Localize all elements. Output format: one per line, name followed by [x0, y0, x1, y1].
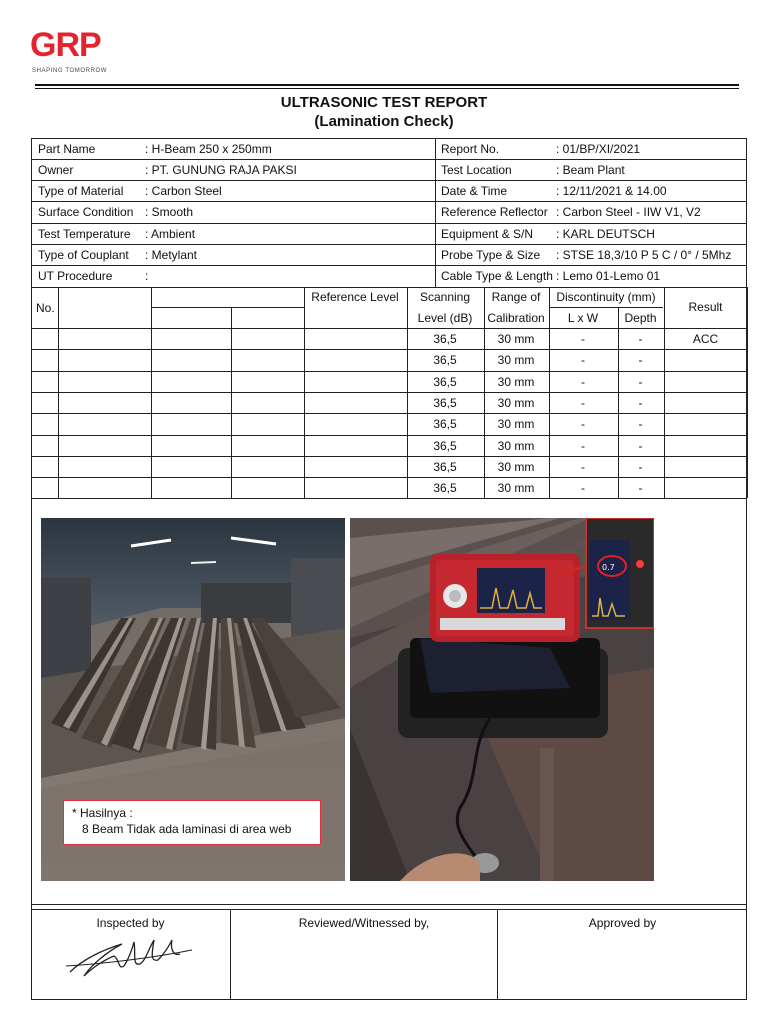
device-reading-zoom: 0.7 — [602, 563, 615, 572]
lxw-cell: - — [581, 375, 585, 389]
table-col-rule — [304, 287, 305, 498]
depth-cell: - — [638, 332, 643, 346]
col-header-scanning: Scanning — [419, 290, 471, 304]
table-row-rule — [31, 456, 747, 457]
info-label: Report No. — [441, 142, 500, 156]
inspector-signature — [62, 920, 202, 982]
table-col-rule — [747, 287, 748, 498]
result-cell: ACC — [692, 332, 719, 346]
header-mid-rule — [151, 307, 304, 308]
info-label: Equipment & S/N — [441, 227, 534, 241]
info-label: Type of Couplant — [38, 248, 129, 262]
depth-cell: - — [638, 375, 643, 389]
table-row-rule — [31, 328, 747, 329]
col-header-lxw: L x W — [567, 311, 599, 325]
info-row-rule — [31, 180, 747, 181]
col-header-depth: Depth — [624, 311, 657, 325]
info-label: Cable Type & Length — [441, 269, 553, 283]
info-label: Date & Time — [441, 184, 508, 198]
depth-cell: - — [638, 417, 643, 431]
col-header-reference-level: Reference Level — [311, 290, 399, 304]
info-value: : STSE 18,3/10 P 5 C / 0° / 5Mhz — [556, 248, 732, 262]
signature-top-rule — [31, 904, 747, 905]
lxw-cell: - — [581, 332, 585, 346]
depth-cell: - — [638, 396, 643, 410]
report-subtitle: (Lamination Check) — [314, 113, 454, 130]
info-label: Owner — [38, 163, 74, 177]
col-header-result: Result — [688, 300, 723, 314]
info-label: Surface Condition — [38, 205, 134, 219]
info-row-rule — [31, 287, 747, 288]
info-label: UT Procedure — [38, 269, 113, 283]
inspected-by-label: Inspected by — [96, 916, 165, 930]
header-rule — [35, 84, 739, 86]
lxw-cell: - — [581, 439, 585, 453]
info-value: : H-Beam 250 x 250mm — [145, 142, 272, 156]
info-label: Test Location — [441, 163, 512, 177]
info-row-rule — [31, 244, 747, 245]
col-header-no: No. — [36, 301, 55, 315]
lxw-cell: - — [581, 481, 585, 495]
table-row-rule — [31, 435, 747, 436]
col-header-range: Range of — [491, 290, 541, 304]
info-label: Test Temperature — [38, 227, 131, 241]
info-row-rule — [31, 223, 747, 224]
depth-cell: - — [638, 353, 643, 367]
table-col-rule — [664, 287, 665, 498]
header-mid-rule — [549, 307, 663, 308]
scanning-level-cell: 36,5 — [433, 396, 457, 410]
lxw-cell: - — [581, 396, 585, 410]
note-text: 8 Beam Tidak ada laminasi di area web — [82, 822, 292, 836]
lxw-cell: - — [581, 417, 585, 431]
info-value: : Carbon Steel — [145, 184, 222, 198]
note-heading: * Hasilnya : — [72, 806, 133, 820]
logo-tagline: SHAPING TOMORROW — [32, 68, 108, 74]
info-row-rule — [31, 265, 747, 266]
scanning-level-cell: 36,5 — [433, 439, 457, 453]
depth-cell: - — [638, 460, 643, 474]
col-header-discontinuity: Discontinuity (mm) — [556, 290, 656, 304]
info-value: : Lemo 01-Lemo 01 — [556, 269, 661, 283]
range-calibration-cell: 30 mm — [497, 396, 535, 410]
range-calibration-cell: 30 mm — [497, 332, 535, 346]
info-divider — [435, 138, 436, 287]
scanning-level-cell: 36,5 — [433, 460, 457, 474]
range-calibration-cell: 30 mm — [497, 460, 535, 474]
table-row-rule — [31, 413, 747, 414]
scanning-level-cell: 36,5 — [433, 375, 457, 389]
info-value: : — [145, 269, 149, 283]
company-logo — [30, 26, 130, 76]
table-col-rule — [151, 287, 152, 498]
table-row-rule — [31, 349, 747, 350]
ultrasonic-device-photo — [350, 518, 654, 881]
range-calibration-cell: 30 mm — [497, 417, 535, 431]
scanning-level-cell: 36,5 — [433, 353, 457, 367]
table-col-rule — [231, 307, 232, 498]
lxw-cell: - — [581, 460, 585, 474]
result-note — [63, 800, 321, 845]
approved-by-label: Approved by — [588, 916, 657, 930]
depth-cell: - — [638, 481, 643, 495]
info-value: : Ambient — [145, 227, 196, 241]
info-value: : Metylant — [145, 248, 198, 262]
logo-brand: GRP — [30, 26, 101, 64]
info-value: : 12/11/2021 & 14.00 — [556, 184, 667, 198]
info-label: Type of Material — [38, 184, 124, 198]
table-row-rule — [31, 371, 747, 372]
range-calibration-cell: 30 mm — [497, 481, 535, 495]
info-row-rule — [31, 201, 747, 202]
report-title: ULTRASONIC TEST REPORT — [280, 94, 488, 111]
range-calibration-cell: 30 mm — [497, 375, 535, 389]
table-row-rule — [31, 477, 747, 478]
info-value: : Carbon Steel - IIW V1, V2 — [556, 205, 701, 219]
table-col-rule — [58, 287, 59, 498]
info-row-rule — [31, 159, 747, 160]
info-label: Part Name — [38, 142, 96, 156]
info-label: Probe Type & Size — [441, 248, 541, 262]
info-value: : KARL DEUTSCH — [556, 227, 655, 241]
table-row-rule — [31, 498, 747, 499]
info-value: : Smooth — [145, 205, 194, 219]
info-value: : PT. GUNUNG RAJA PAKSI — [145, 163, 297, 177]
range-calibration-cell: 30 mm — [497, 439, 535, 453]
range-calibration-cell: 30 mm — [497, 353, 535, 367]
info-value: : Beam Plant — [556, 163, 625, 177]
signature-top-rule-2 — [31, 909, 747, 910]
scanning-level-cell: 36,5 — [433, 481, 457, 495]
info-value: : 01/BP/XI/2021 — [556, 142, 641, 156]
info-label: Reference Reflector — [441, 205, 548, 219]
scanning-level-cell: 36,5 — [433, 417, 457, 431]
header-rule-thin — [35, 88, 739, 89]
lxw-cell: - — [581, 353, 585, 367]
scanning-level-cell: 36,5 — [433, 332, 457, 346]
col-header-scanning-unit: Level (dB) — [417, 311, 473, 325]
col-header-calibration: Calibration — [487, 311, 545, 325]
table-row-rule — [31, 392, 747, 393]
reviewed-by-label: Reviewed/Witnessed by, — [298, 916, 430, 930]
depth-cell: - — [638, 439, 643, 453]
